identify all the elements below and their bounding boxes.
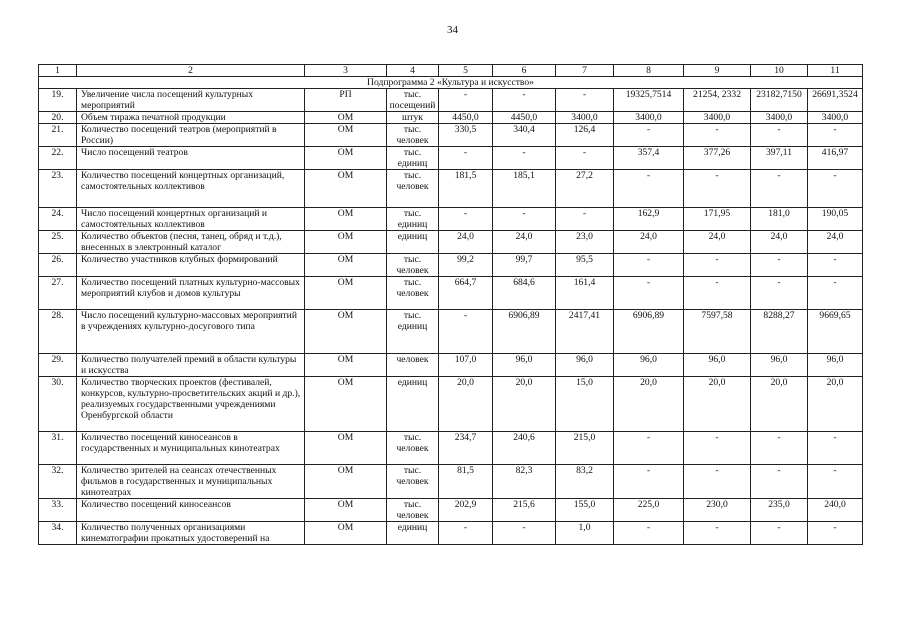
value-cell: - xyxy=(808,124,863,147)
indicator-name: Количество объектов (песня, танец, обряд и т.д.), внесенных в электронный каталог xyxy=(77,231,305,254)
value-cell: - xyxy=(751,432,808,465)
indicators-table xyxy=(38,64,863,545)
value-cell: 4450,0 xyxy=(493,112,556,124)
value-cell: - xyxy=(684,170,751,208)
value-cell: - xyxy=(493,147,556,170)
value-cell: 377,26 xyxy=(684,147,751,170)
indicator-name: Число посещений концертных организаций и самостоятельных коллективов xyxy=(77,208,305,231)
value-cell: 416,97 xyxy=(808,147,863,170)
row-number: 34. xyxy=(39,522,77,545)
column-number: 5 xyxy=(439,65,493,77)
value-cell: - xyxy=(684,277,751,310)
source-code: ОМ xyxy=(305,432,387,465)
value-cell: 96,0 xyxy=(614,354,684,377)
unit-cell: единиц xyxy=(387,231,439,254)
row-number: 27. xyxy=(39,277,77,310)
value-cell: 215,6 xyxy=(493,499,556,522)
indicator-name: Количество посещений концертных организаций, самостоятельных коллективов xyxy=(77,170,305,208)
value-cell: 161,4 xyxy=(556,277,614,310)
row-number: 19. xyxy=(39,89,77,112)
value-cell: 27,2 xyxy=(556,170,614,208)
table-row xyxy=(39,254,863,277)
indicator-name: Число посещений культурно-массовых мероприятий в учреждениях культурно-досугового типа xyxy=(77,310,305,354)
value-cell: 82,3 xyxy=(493,465,556,499)
column-number: 11 xyxy=(808,65,863,77)
value-cell: 24,0 xyxy=(493,231,556,254)
table-row xyxy=(39,89,863,112)
value-cell: 3400,0 xyxy=(808,112,863,124)
indicator-name: Количество посещений киносеансов в государственных и муниципальных кинотеатрах xyxy=(77,432,305,465)
value-cell: - xyxy=(614,277,684,310)
unit-cell: человек xyxy=(387,354,439,377)
value-cell: 202,9 xyxy=(439,499,493,522)
unit-cell: единиц xyxy=(387,377,439,432)
column-number: 3 xyxy=(305,65,387,77)
value-cell: 20,0 xyxy=(751,377,808,432)
value-cell: 26691,3524 xyxy=(808,89,863,112)
indicator-name: Количество посещений платных культурно-массовых мероприятий клубов и домов культуры xyxy=(77,277,305,310)
value-cell: - xyxy=(684,522,751,545)
unit-cell: тыс. человек xyxy=(387,254,439,277)
value-cell: - xyxy=(439,147,493,170)
value-cell: 181,5 xyxy=(439,170,493,208)
value-cell: - xyxy=(684,124,751,147)
value-cell: 684,6 xyxy=(493,277,556,310)
source-code: ОМ xyxy=(305,277,387,310)
row-number: 30. xyxy=(39,377,77,432)
value-cell: 162,9 xyxy=(614,208,684,231)
source-code: РП xyxy=(305,89,387,112)
table-row xyxy=(39,377,863,432)
source-code: ОМ xyxy=(305,465,387,499)
column-number: 2 xyxy=(77,65,305,77)
table-row xyxy=(39,208,863,231)
value-cell: - xyxy=(808,277,863,310)
value-cell: 24,0 xyxy=(808,231,863,254)
unit-cell: тыс. человек xyxy=(387,499,439,522)
unit-cell: тыс. человек xyxy=(387,432,439,465)
value-cell: 20,0 xyxy=(493,377,556,432)
value-cell: - xyxy=(439,89,493,112)
indicator-name: Количество полученных организациями кинематографии прокатных удостоверений на xyxy=(77,522,305,545)
column-number-row xyxy=(39,65,863,77)
value-cell: - xyxy=(751,277,808,310)
value-cell: - xyxy=(751,522,808,545)
value-cell: 24,0 xyxy=(684,231,751,254)
value-cell: 20,0 xyxy=(808,377,863,432)
table-row xyxy=(39,277,863,310)
source-code: ОМ xyxy=(305,522,387,545)
value-cell: 225,0 xyxy=(614,499,684,522)
value-cell: - xyxy=(439,208,493,231)
value-cell: - xyxy=(493,208,556,231)
column-number: 10 xyxy=(751,65,808,77)
value-cell: 107,0 xyxy=(439,354,493,377)
value-cell: - xyxy=(439,522,493,545)
table-row xyxy=(39,354,863,377)
row-number: 33. xyxy=(39,499,77,522)
indicator-name: Увеличение числа посещений культурных мероприятий xyxy=(77,89,305,112)
source-code: ОМ xyxy=(305,231,387,254)
source-code: ОМ xyxy=(305,208,387,231)
row-number: 25. xyxy=(39,231,77,254)
indicator-name: Количество участников клубных формирований xyxy=(77,254,305,277)
value-cell: 6906,89 xyxy=(614,310,684,354)
value-cell: 24,0 xyxy=(614,231,684,254)
indicator-name: Количество творческих проектов (фестивалей, конкурсов, культурно-просветительских акций и др.), реализуемых государственными учреждениями Оренбургской области xyxy=(77,377,305,432)
column-number: 9 xyxy=(684,65,751,77)
source-code: ОМ xyxy=(305,499,387,522)
value-cell: - xyxy=(751,170,808,208)
column-number: 6 xyxy=(493,65,556,77)
table-row xyxy=(39,310,863,354)
value-cell: - xyxy=(556,89,614,112)
value-cell: 3400,0 xyxy=(614,112,684,124)
value-cell: - xyxy=(808,170,863,208)
column-number: 1 xyxy=(39,65,77,77)
column-number: 7 xyxy=(556,65,614,77)
source-code: ОМ xyxy=(305,254,387,277)
row-number: 22. xyxy=(39,147,77,170)
value-cell: - xyxy=(614,465,684,499)
unit-cell: тыс. единиц xyxy=(387,147,439,170)
value-cell: 81,5 xyxy=(439,465,493,499)
value-cell: 1,0 xyxy=(556,522,614,545)
value-cell: - xyxy=(808,465,863,499)
indicator-name: Объем тиража печатной продукции xyxy=(77,112,305,124)
value-cell: 20,0 xyxy=(439,377,493,432)
value-cell: 99,7 xyxy=(493,254,556,277)
unit-cell: единиц xyxy=(387,522,439,545)
value-cell: - xyxy=(808,432,863,465)
source-code: ОМ xyxy=(305,310,387,354)
value-cell: 357,4 xyxy=(614,147,684,170)
table-row xyxy=(39,231,863,254)
unit-cell: тыс. посещений xyxy=(387,89,439,112)
value-cell: 9669,65 xyxy=(808,310,863,354)
table-row xyxy=(39,465,863,499)
row-number: 26. xyxy=(39,254,77,277)
value-cell: 15,0 xyxy=(556,377,614,432)
value-cell: 8288,27 xyxy=(751,310,808,354)
unit-cell: тыс. единиц xyxy=(387,310,439,354)
value-cell: - xyxy=(493,522,556,545)
indicator-name: Количество посещений киносеансов xyxy=(77,499,305,522)
value-cell: 23182,7150 xyxy=(751,89,808,112)
table-row xyxy=(39,124,863,147)
unit-cell: тыс. человек xyxy=(387,465,439,499)
row-number: 23. xyxy=(39,170,77,208)
value-cell: 23,0 xyxy=(556,231,614,254)
value-cell: - xyxy=(556,208,614,231)
value-cell: - xyxy=(614,254,684,277)
value-cell: 190,05 xyxy=(808,208,863,231)
value-cell: 126,4 xyxy=(556,124,614,147)
row-number: 29. xyxy=(39,354,77,377)
value-cell: - xyxy=(439,310,493,354)
value-cell: - xyxy=(751,124,808,147)
value-cell: 19325,7514 xyxy=(614,89,684,112)
value-cell: - xyxy=(751,465,808,499)
value-cell: - xyxy=(808,522,863,545)
value-cell: 185,1 xyxy=(493,170,556,208)
value-cell: 20,0 xyxy=(684,377,751,432)
value-cell: 95,5 xyxy=(556,254,614,277)
page-number: 34 xyxy=(447,24,458,36)
value-cell: 3400,0 xyxy=(751,112,808,124)
value-cell: 96,0 xyxy=(493,354,556,377)
value-cell: 235,0 xyxy=(751,499,808,522)
value-cell: 96,0 xyxy=(556,354,614,377)
row-number: 21. xyxy=(39,124,77,147)
source-code: ОМ xyxy=(305,354,387,377)
value-cell: 21254, 2332 xyxy=(684,89,751,112)
column-number: 8 xyxy=(614,65,684,77)
unit-cell: тыс. человек xyxy=(387,124,439,147)
table-row xyxy=(39,432,863,465)
value-cell: 99,2 xyxy=(439,254,493,277)
value-cell: 24,0 xyxy=(439,231,493,254)
column-number: 4 xyxy=(387,65,439,77)
value-cell: 340,4 xyxy=(493,124,556,147)
indicator-name: Число посещений театров xyxy=(77,147,305,170)
value-cell: 664,7 xyxy=(439,277,493,310)
row-number: 28. xyxy=(39,310,77,354)
source-code: ОМ xyxy=(305,377,387,432)
row-number: 31. xyxy=(39,432,77,465)
value-cell: - xyxy=(614,432,684,465)
value-cell: 240,6 xyxy=(493,432,556,465)
value-cell: 83,2 xyxy=(556,465,614,499)
value-cell: 230,0 xyxy=(684,499,751,522)
value-cell: 234,7 xyxy=(439,432,493,465)
value-cell: - xyxy=(614,522,684,545)
row-number: 32. xyxy=(39,465,77,499)
value-cell: - xyxy=(751,254,808,277)
value-cell: - xyxy=(684,465,751,499)
value-cell: - xyxy=(684,432,751,465)
unit-cell: тыс. единиц xyxy=(387,208,439,231)
subprogram-title: Подпрограмма 2 «Культура и искусство» xyxy=(39,77,863,89)
value-cell: 24,0 xyxy=(751,231,808,254)
table-row xyxy=(39,170,863,208)
value-cell: 3400,0 xyxy=(556,112,614,124)
value-cell: 96,0 xyxy=(684,354,751,377)
value-cell: 4450,0 xyxy=(439,112,493,124)
value-cell: 240,0 xyxy=(808,499,863,522)
value-cell: - xyxy=(808,254,863,277)
value-cell: 2417,41 xyxy=(556,310,614,354)
value-cell: 397,11 xyxy=(751,147,808,170)
row-number: 20. xyxy=(39,112,77,124)
value-cell: - xyxy=(493,89,556,112)
value-cell: 7597,58 xyxy=(684,310,751,354)
row-number: 24. xyxy=(39,208,77,231)
source-code: ОМ xyxy=(305,124,387,147)
value-cell: - xyxy=(556,147,614,170)
subprogram-row xyxy=(39,77,863,89)
unit-cell: тыс. человек xyxy=(387,277,439,310)
source-code: ОМ xyxy=(305,112,387,124)
table-row xyxy=(39,522,863,545)
value-cell: 155,0 xyxy=(556,499,614,522)
value-cell: 96,0 xyxy=(808,354,863,377)
value-cell: - xyxy=(684,254,751,277)
indicator-name: Количество зрителей на сеансах отечественных фильмов в государственных и муниципальных кинотеатрах xyxy=(77,465,305,499)
value-cell: 215,0 xyxy=(556,432,614,465)
value-cell: 3400,0 xyxy=(684,112,751,124)
table-row xyxy=(39,147,863,170)
value-cell: 96,0 xyxy=(751,354,808,377)
value-cell: 171,95 xyxy=(684,208,751,231)
source-code: ОМ xyxy=(305,147,387,170)
value-cell: 6906,89 xyxy=(493,310,556,354)
unit-cell: штук xyxy=(387,112,439,124)
value-cell: - xyxy=(614,170,684,208)
value-cell: - xyxy=(614,124,684,147)
unit-cell: тыс. человек xyxy=(387,170,439,208)
value-cell: 330,5 xyxy=(439,124,493,147)
value-cell: 20,0 xyxy=(614,377,684,432)
value-cell: 181,0 xyxy=(751,208,808,231)
indicator-name: Количество получателей премий в области культуры и искусства xyxy=(77,354,305,377)
indicator-name: Количество посещений театров (мероприятий в России) xyxy=(77,124,305,147)
table-row xyxy=(39,112,863,124)
source-code: ОМ xyxy=(305,170,387,208)
table-row xyxy=(39,499,863,522)
